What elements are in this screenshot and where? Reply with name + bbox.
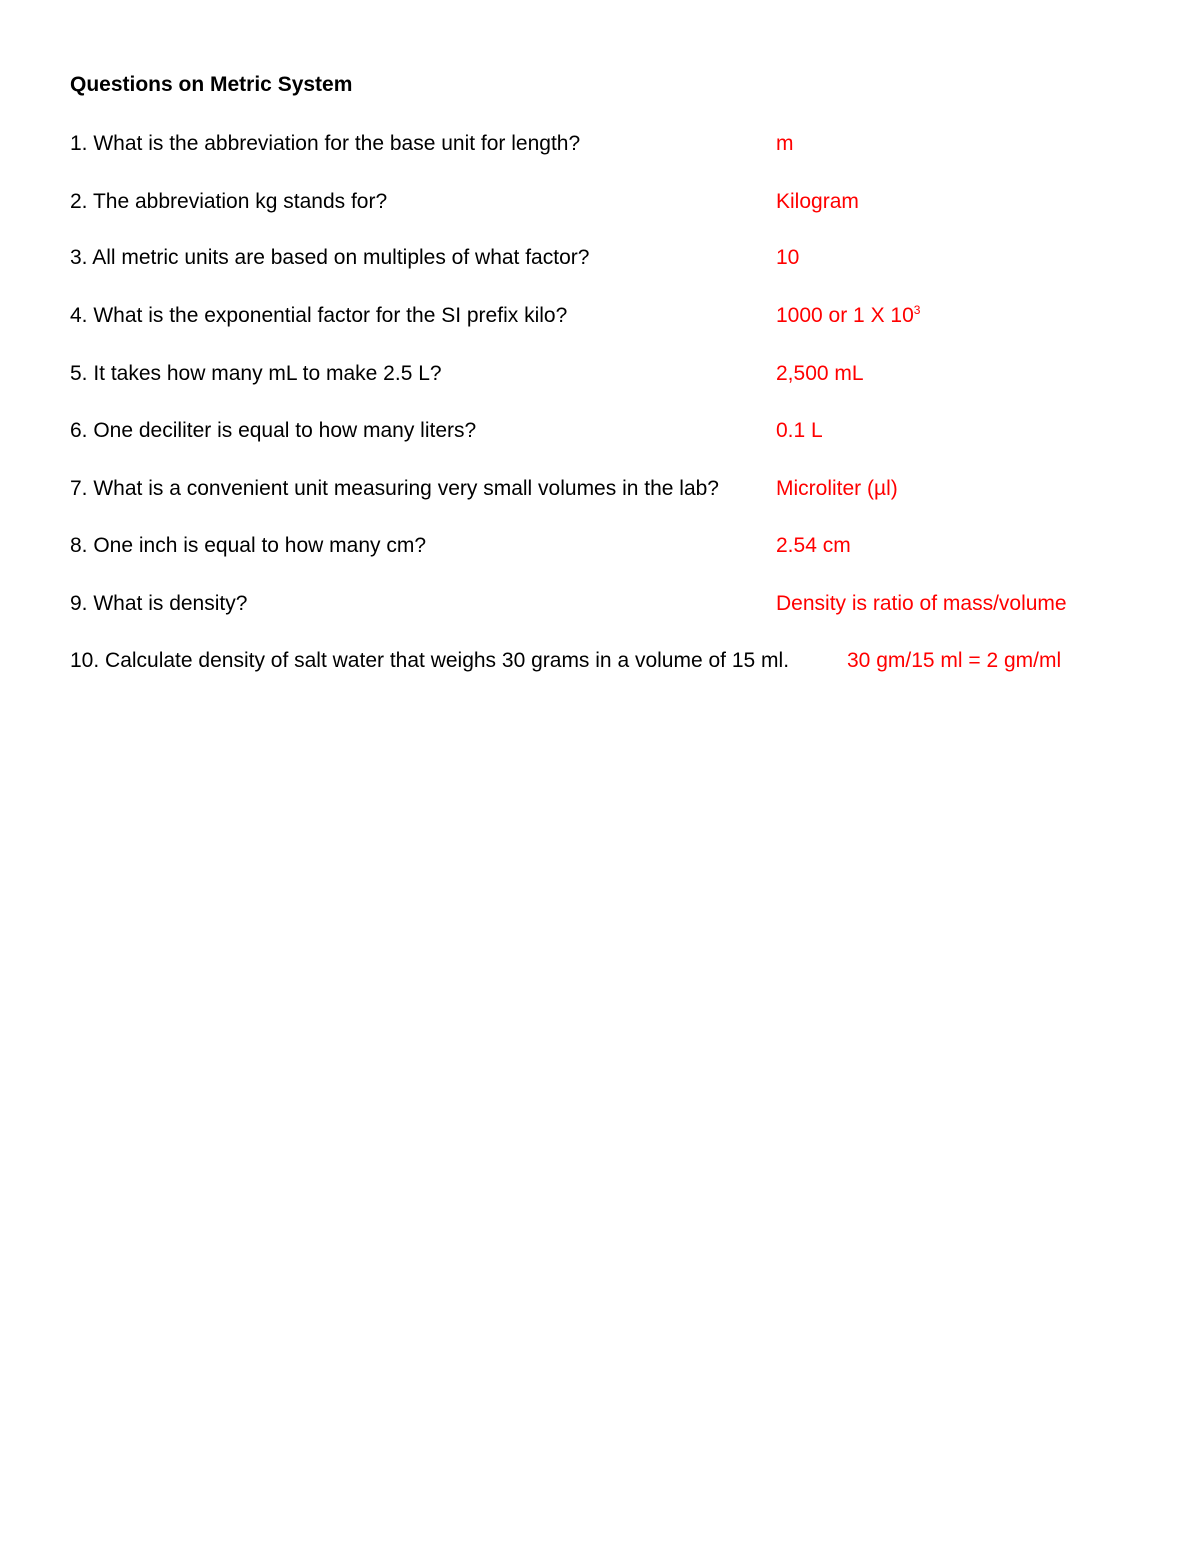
answer-text: 2,500 mL xyxy=(776,362,864,385)
question-row-8 xyxy=(70,532,1130,560)
question-text: 7. What is a convenient unit measuring very small volumes in the lab? xyxy=(70,477,719,500)
answer-text: Density is ratio of mass/volume xyxy=(776,592,1067,615)
question-text: 10. Calculate density of salt water that weighs 30 grams in a volume of 15 ml. xyxy=(70,649,790,672)
answer-text: 0.1 L xyxy=(776,419,823,442)
question-row-4 xyxy=(70,302,1130,330)
question-row-6 xyxy=(70,417,1130,445)
question-text: 5. It takes how many mL to make 2.5 L? xyxy=(70,362,442,385)
answer-exponent: 3 xyxy=(913,303,921,317)
answer-text: 10 xyxy=(776,246,800,269)
answer-text xyxy=(776,302,920,330)
question-row-5 xyxy=(70,360,1130,388)
question-text: 3. All metric units are based on multiples of what factor? xyxy=(70,246,590,269)
answer-base: 1000 or 1 X 10 xyxy=(776,304,914,327)
answer-text: 2.54 cm xyxy=(776,534,851,557)
question-row-1 xyxy=(70,130,1130,158)
answer-text: Kilogram xyxy=(776,190,859,213)
question-text: 9. What is density? xyxy=(70,592,248,615)
question-row-2 xyxy=(70,188,1130,216)
question-row-3 xyxy=(70,244,1130,272)
question-text: 1. What is the abbreviation for the base unit for length? xyxy=(70,132,581,155)
question-text: 4. What is the exponential factor for the SI prefix kilo? xyxy=(70,304,568,327)
answer-text: m xyxy=(776,132,794,155)
question-row-10 xyxy=(70,647,1130,675)
question-text: 2. The abbreviation kg stands for? xyxy=(70,190,388,213)
answer-text: Microliter (µl) xyxy=(776,477,898,500)
question-row-9 xyxy=(70,590,1130,618)
question-row-7 xyxy=(70,475,1130,503)
page-title: Questions on Metric System xyxy=(70,73,353,96)
answer-text: 30 gm/15 ml = 2 gm/ml xyxy=(847,649,1062,672)
question-text: 6. One deciliter is equal to how many liters? xyxy=(70,419,477,442)
question-text: 8. One inch is equal to how many cm? xyxy=(70,534,427,557)
